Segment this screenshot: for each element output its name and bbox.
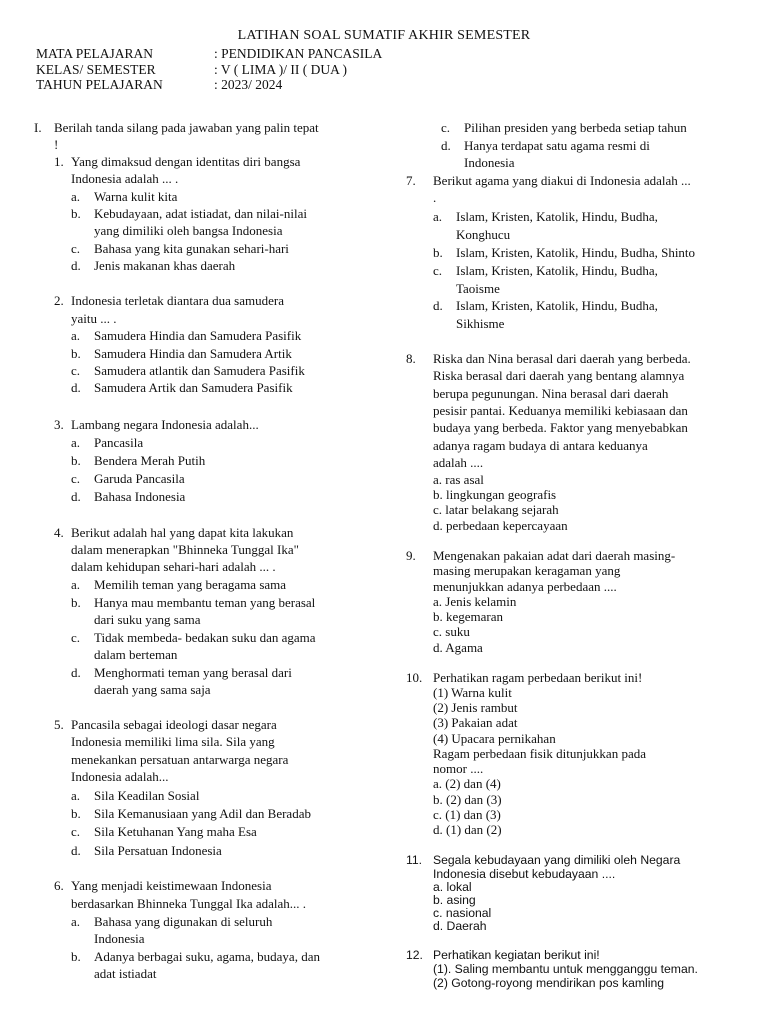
option-text: a. Jenis kelamin	[433, 594, 517, 609]
question-text: Berikut agama yang diakui di Indonesia adalah ...	[433, 173, 691, 188]
question-text: Indonesia disebut kebudayaan ....	[433, 867, 616, 881]
question-text: Ragam perbedaan fisik ditunjukkan pada	[433, 746, 646, 761]
option-text: Bahasa Indonesia	[94, 489, 186, 504]
option-letter: b.	[433, 245, 443, 260]
question-text: pesisir pantai. Keduanya memiliki kebiasaan dan	[433, 403, 688, 418]
question-text: adalah ....	[433, 455, 484, 470]
option-text: Samudera atlantik dan Samudera Pasifik	[94, 363, 305, 378]
option-letter: d.	[433, 298, 443, 313]
header-label: MATA PELAJARAN	[36, 46, 154, 61]
option-letter: d.	[71, 843, 81, 858]
question-text: berupa pegunungan. Nina berasal dari daerah	[433, 386, 669, 401]
option-letter: b.	[71, 453, 81, 468]
question-number: 10.	[406, 670, 423, 685]
option-letter: b.	[71, 806, 81, 821]
option-letter: a.	[71, 328, 81, 343]
question-text: .	[433, 190, 437, 205]
option-text: Pilihan presiden yang berbeda setiap tahun	[464, 120, 687, 135]
option-text: Islam, Kristen, Katolik, Hindu, Budha,	[456, 298, 658, 313]
option-letter: a.	[71, 914, 81, 929]
option-text: Bendera Merah Putih	[94, 453, 206, 468]
question-text: dalam menerapkan "Bhinneka Tunggal Ika"	[71, 542, 299, 557]
option-text: Tidak membeda- bedakan suku dan agama	[94, 630, 316, 645]
option-letter: c.	[71, 630, 81, 645]
question-text: berdasarkan Bhinneka Tunggal Ika adalah... .	[71, 896, 307, 911]
option-text: dari suku yang sama	[94, 612, 201, 627]
option-text: Adanya berbagai suku, agama, budaya, dan	[94, 949, 320, 964]
option-letter: c.	[433, 263, 443, 278]
question-number: 9.	[406, 548, 416, 563]
question-number: 12.	[406, 948, 423, 962]
option-text: Samudera Hindia dan Samudera Artik	[94, 346, 292, 361]
option-text: Bahasa yang kita gunakan sehari-hari	[94, 241, 289, 256]
question-text: nomor ....	[433, 761, 484, 776]
option-text: a. (2) dan (4)	[433, 776, 501, 791]
option-letter: c.	[71, 471, 81, 486]
option-text: Hanya terdapat satu agama resmi di	[464, 138, 650, 153]
option-letter: d.	[71, 665, 81, 680]
question-text: Riska berasal dari daerah yang bentang alamnya	[433, 368, 685, 383]
option-text: Bahasa yang digunakan di seluruh	[94, 914, 273, 929]
question-text: Indonesia adalah...	[71, 769, 169, 784]
question-text: Perhatikan ragam perbedaan berikut ini!	[433, 670, 643, 685]
question-text: adanya ragam budaya di antara keduanya	[433, 438, 648, 453]
option-text: b. lingkungan geografis	[433, 487, 557, 502]
question-number: 5.	[54, 717, 64, 732]
option-text: yang dimiliki oleh bangsa Indonesia	[94, 223, 283, 238]
option-letter: b.	[71, 949, 81, 964]
question-text: yaitu ... .	[71, 311, 117, 326]
option-text: Islam, Kristen, Katolik, Hindu, Budha, Shinto	[456, 245, 696, 260]
question-text: masing merupakan keragaman yang	[433, 563, 621, 578]
option-letter: a.	[71, 189, 81, 204]
question-number: 11.	[406, 853, 423, 867]
option-text: Indonesia	[94, 931, 145, 946]
option-text: Jenis makanan khas daerah	[94, 258, 236, 273]
question-text: Indonesia adalah ... .	[71, 171, 179, 186]
option-text: Samudera Artik dan Samudera Pasifik	[94, 380, 293, 395]
option-letter: d.	[71, 258, 81, 273]
question-text: menekankan persatuan antarwarga negara	[71, 752, 289, 767]
question-text: Perhatikan kegiatan berikut ini!	[433, 948, 600, 962]
option-text: d. Agama	[433, 640, 483, 655]
header-value: : 2023/ 2024	[214, 77, 283, 92]
question-text: budaya yang berbeda. Faktor yang menyebabkan	[433, 420, 688, 435]
option-text: Pancasila	[94, 435, 144, 450]
option-letter: d.	[71, 380, 81, 395]
option-text: Samudera Hindia dan Samudera Pasifik	[94, 328, 302, 343]
question-text: (3) Pakaian adat	[433, 715, 518, 730]
question-number: 4.	[54, 525, 64, 540]
question-number: 8.	[406, 351, 416, 366]
option-text: Sikhisme	[456, 316, 505, 331]
question-text: (2) Gotong-royong mendirikan pos kamling	[433, 976, 664, 990]
option-letter: b.	[71, 346, 81, 361]
option-letter: b.	[71, 206, 81, 221]
option-text: d. perbedaan kepercayaan	[433, 518, 568, 533]
option-text: Konghucu	[456, 227, 511, 242]
option-text: Garuda Pancasila	[94, 471, 185, 486]
option-text: Sila Kemanusiaan yang Adil dan Beradab	[94, 806, 311, 821]
question-number: 1.	[54, 154, 64, 169]
option-text: Sila Keadilan Sosial	[94, 788, 200, 803]
section-number: I.	[34, 120, 42, 135]
question-text: Lambang negara Indonesia adalah...	[71, 417, 259, 432]
header-value: : PENDIDIKAN PANCASILA	[214, 46, 383, 61]
option-text: Sila Persatuan Indonesia	[94, 843, 222, 858]
question-text: Yang menjadi keistimewaan Indonesia	[71, 878, 272, 893]
option-text: Sila Ketuhanan Yang maha Esa	[94, 824, 257, 839]
option-text: Memilih teman yang beragama sama	[94, 577, 287, 592]
question-text: (1) Warna kulit	[433, 685, 512, 700]
option-text: adat istiadat	[94, 966, 157, 981]
option-letter: a.	[433, 209, 443, 224]
option-text: dalam berteman	[94, 647, 178, 662]
option-letter: d.	[71, 489, 81, 504]
option-text: daerah yang sama saja	[94, 682, 211, 697]
question-text: Yang dimaksud dengan identitas diri bangsa	[71, 154, 301, 169]
header-value: : V ( LIMA )/ II ( DUA )	[214, 62, 347, 77]
option-text: b. (2) dan (3)	[433, 792, 502, 807]
option-text: Indonesia	[464, 155, 515, 170]
question-text: Segala kebudayaan yang dimiliki oleh Negara	[433, 853, 681, 867]
option-letter: a.	[71, 788, 81, 803]
question-text: Mengenakan pakaian adat dari daerah masing-	[433, 548, 676, 563]
option-text: Islam, Kristen, Katolik, Hindu, Budha,	[456, 263, 658, 278]
option-text: d. Daerah	[433, 919, 487, 933]
option-text: Kebudayaan, adat istiadat, dan nilai-nilai	[94, 206, 307, 221]
option-text: d. (1) dan (2)	[433, 822, 502, 837]
question-number: 7.	[406, 173, 416, 188]
option-letter: b.	[71, 595, 81, 610]
option-letter: c.	[71, 241, 81, 256]
question-text: dalam kehidupan sehari-hari adalah ... .	[71, 559, 276, 574]
question-text: (2) Jenis rambut	[433, 700, 518, 715]
option-letter: c.	[71, 363, 81, 378]
question-text: (1). Saling membantu untuk mengganggu teman.	[433, 962, 698, 976]
page-title: LATIHAN SOAL SUMATIF AKHIR SEMESTER	[237, 28, 531, 43]
option-text: Islam, Kristen, Katolik, Hindu, Budha,	[456, 209, 658, 224]
option-text: Menghormati teman yang berasal dari	[94, 665, 292, 680]
question-text: Berikut adalah hal yang dapat kita lakukan	[71, 525, 294, 540]
option-text: a. lokal	[433, 880, 472, 894]
question-number: 3.	[54, 417, 64, 432]
option-text: Warna kulit kita	[94, 189, 178, 204]
option-text: c. (1) dan (3)	[433, 807, 501, 822]
option-text: c. nasional	[433, 906, 492, 920]
option-text: Hanya mau membantu teman yang berasal	[94, 595, 316, 610]
option-text: b. asing	[433, 893, 476, 907]
question-text: Indonesia terletak diantara dua samudera	[71, 293, 284, 308]
header-label: KELAS/ SEMESTER	[36, 62, 156, 77]
question-text: Pancasila sebagai ideologi dasar negara	[71, 717, 277, 732]
question-text: (4) Upacara pernikahan	[433, 731, 556, 746]
section-instruction: !	[54, 137, 59, 152]
question-text: menunjukkan adanya perbedaan ....	[433, 579, 617, 594]
option-text: c. latar belakang sejarah	[433, 502, 559, 517]
header-label: TAHUN PELAJARAN	[36, 77, 163, 92]
option-letter: c.	[441, 120, 451, 135]
option-text: a. ras asal	[433, 472, 484, 487]
question-number: 2.	[54, 293, 64, 308]
option-text: b. kegemaran	[433, 609, 504, 624]
section-instruction: Berilah tanda silang pada jawaban yang palin tepat	[54, 120, 319, 135]
question-text: Riska dan Nina berasal dari daerah yang berbeda.	[433, 351, 691, 366]
question-text: Indonesia memiliki lima sila. Sila yang	[71, 734, 275, 749]
question-number: 6.	[54, 878, 64, 893]
option-letter: a.	[71, 577, 81, 592]
option-text: c. suku	[433, 624, 470, 639]
option-text: Taoisme	[456, 281, 500, 296]
option-letter: a.	[71, 435, 81, 450]
option-letter: c.	[71, 824, 81, 839]
option-letter: d.	[441, 138, 451, 153]
